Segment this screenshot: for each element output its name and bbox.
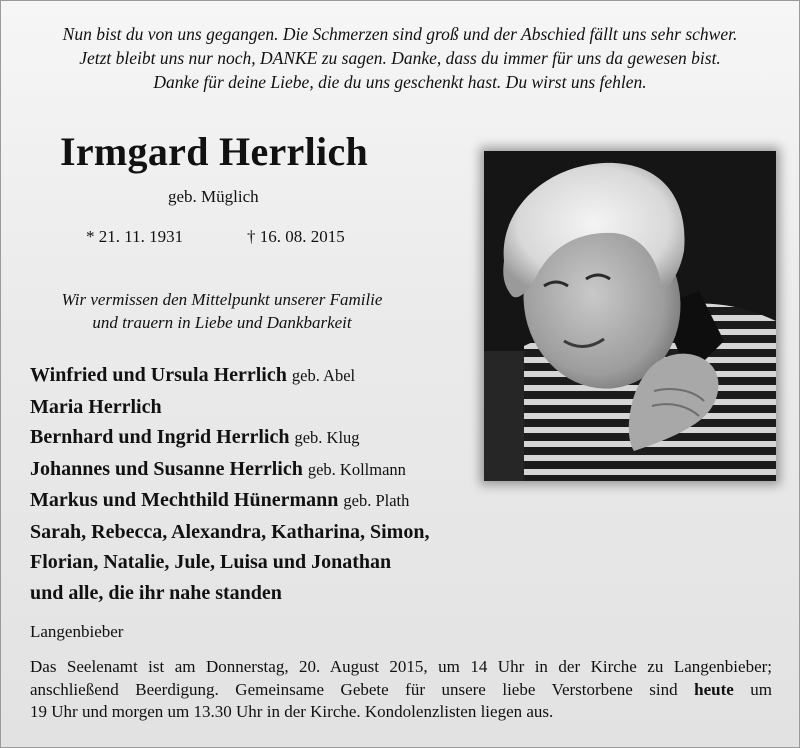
mourner-name: und alle, die ihr nahe standen [30,581,282,604]
mourner-row [30,578,480,609]
mourner-row [30,422,480,454]
mourner-name: Johannes und Susanne Herrlich [30,457,303,480]
notice-text: um [733,679,772,699]
mourner-name: Florian, Natalie, Jule, Luisa und Jonathan [30,551,392,573]
motto-line: Wir vermissen den Mittelpunkt unserer Familie [61,290,383,309]
mourner-birth-name: geb. Abel [291,366,356,385]
notice-emphasis: heute [694,679,734,699]
mourner-row [30,392,480,423]
place-name: Langenbieber [30,622,124,641]
intro-text [0,22,800,94]
birth-date: * 21. 11. 1931 [86,227,184,246]
portrait-photo [484,151,776,481]
deceased-name: Irmgard Herrlich [60,129,369,174]
intro-line: Danke für deine Liebe, die du uns geschenkt hast. Du wirst uns fehlen. [153,72,647,92]
intro-line: Jetzt bleibt uns nur noch, DANKE zu sagen. Danke, dass du immer für uns da gewesen bist. [79,48,721,68]
notice-line: Das Seelenamt ist am Donnerstag, 20. August 2015, um 14 Uhr in der Kirche zu Langenbieber; [30,657,772,676]
mourner-name: Maria Herrlich [30,395,162,418]
mourner-row [30,517,480,548]
mourner-row [30,454,480,486]
motto-line: und trauern in Liebe und Dankbarkeit [92,313,352,332]
motto-text [22,288,422,334]
mourner-row [30,360,480,392]
mourner-row [30,547,480,578]
mourner-row [30,485,480,517]
portrait-photo-icon [484,151,776,481]
mourner-name: Sarah, Rebecca, Alexandra, Katharina, Simon, [30,520,430,543]
death-date: † 16. 08. 2015 [247,227,345,246]
funeral-notice [30,656,772,724]
mourner-birth-name: geb. Kollmann [307,459,406,479]
mourner-name: Winfried und Ursula Herrlich [30,364,287,386]
mourners-list [30,360,480,608]
intro-line: Nun bist du von uns gegangen. Die Schmerzen sind groß und der Abschied fällt uns sehr schwer. [62,24,738,44]
notice-text: anschließend Beerdigung. Gemeinsame Gebete für unsere liebe Verstorbene sind [30,679,695,699]
notice-line: 19 Uhr und morgen um 13.30 Uhr in der Kirche. Kondolenzlisten liegen aus. [30,702,554,721]
mourner-birth-name: geb. Klug [294,428,360,447]
mourner-name: Bernhard und Ingrid Herrlich [30,426,290,448]
notice-line [30,679,772,702]
birth-name: geb. Müglich [168,187,259,206]
mourner-birth-name: geb. Plath [343,491,410,510]
mourner-name: Markus und Mechthild Hünermann [30,489,339,511]
